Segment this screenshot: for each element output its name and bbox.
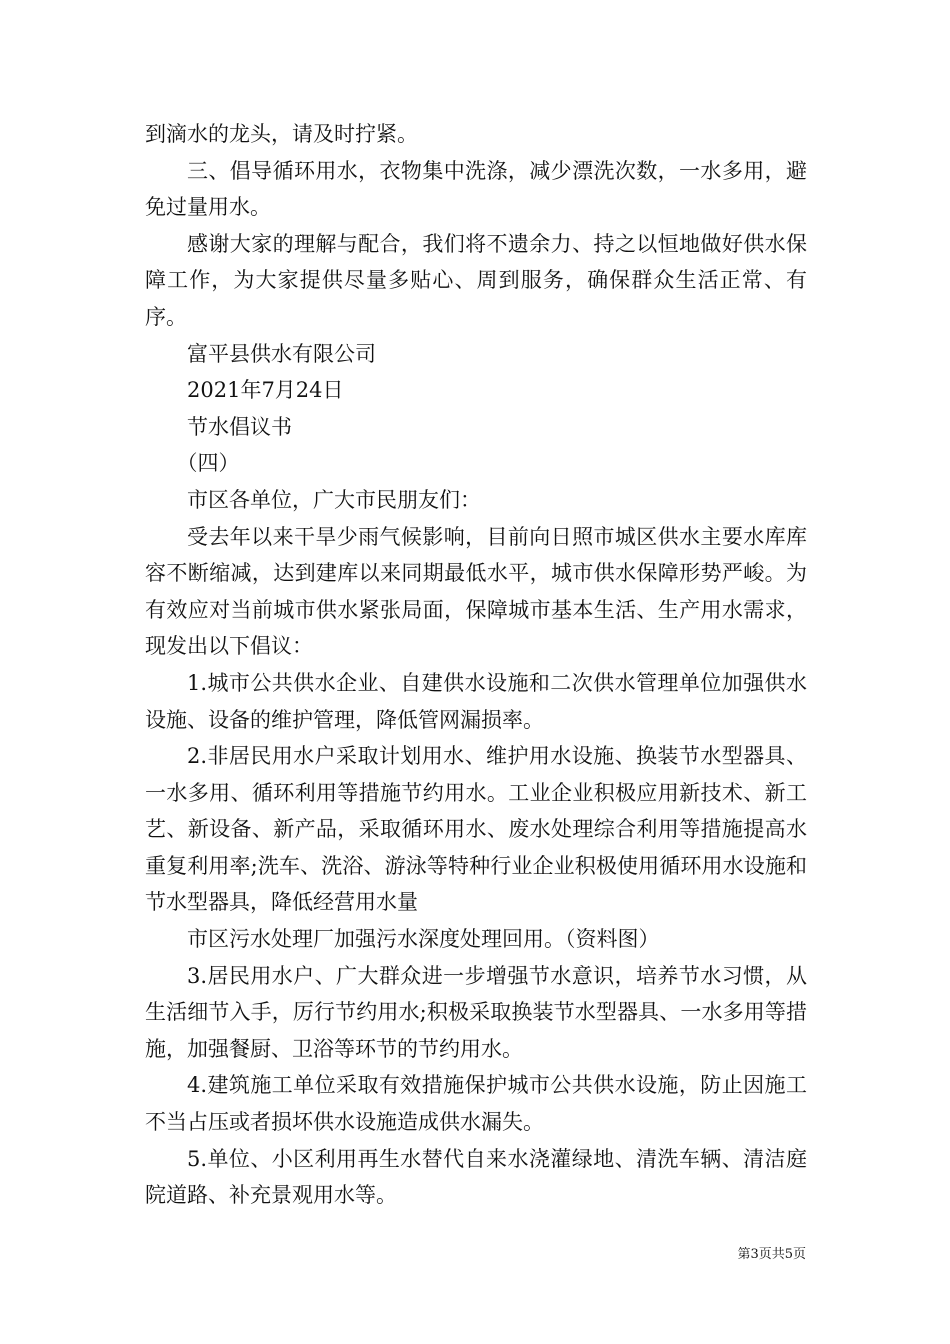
paragraph-thanks: 感谢大家的理解与配合，我们将不遗余力、持之以恒地做好供水保障工作，为大家提供尽量多贴心、周到服务，确保群众生活正常、有序。 bbox=[145, 231, 807, 329]
salutation: 市区各单位，广大市民朋友们： bbox=[187, 487, 481, 512]
section-number: （四） bbox=[176, 451, 240, 476]
section-title: 节水倡议书 bbox=[187, 414, 292, 439]
paragraph-item-5: 5.单位、小区利用再生水替代自来水浇灌绿地、清洗车辆、清洁庭院道路、补充景观用水等。 bbox=[145, 1146, 807, 1208]
document-body bbox=[145, 116, 807, 1214]
paragraph-item-three: 三、倡导循环用水，衣物集中洗涤，减少漂洗次数，一水多用，避免过量用水。 bbox=[145, 158, 807, 220]
signature-date: 2021年7月24日 bbox=[187, 378, 344, 403]
paragraph-item-2: 2.非居民用水户采取计划用水、维护用水设施、换装节水型器具、一水多用、循环利用等措施节约用水。工业企业积极应用新技术、新工艺、新设备、新产品，采取循环用水、废水处理综合利用等措施提高水重复利用率;洗车、洗浴、游泳等特种行业企业积极使用循环用水设施和节水型器具，降低经营用水量 bbox=[145, 744, 807, 915]
paragraph-intro: 受去年以来干旱少雨气候影响，目前向日照市城区供水主要水库库容不断缩减，达到建库以来同期最低水平，城市供水保障形势严峻。为有效应对当前城市供水紧张局面，保障城市基本生活、生产用水需求，现发出以下倡议： bbox=[145, 524, 807, 659]
paragraph-item-3: 3.居民用水户、广大群众进一步增强节水意识，培养节水习惯，从生活细节入手，厉行节约用水;积极采取换装节水型器具、一水多用等措施，加强餐厨、卫浴等环节的节约用水。 bbox=[145, 963, 807, 1061]
paragraph-continued: 到滴水的龙头，请及时拧紧。 bbox=[145, 122, 418, 146]
paragraph-image-caption: 市区污水处理厂加强污水深度处理回用。（资料图） bbox=[187, 927, 660, 952]
signature-company: 富平县供水有限公司 bbox=[187, 341, 376, 366]
paragraph-item-4: 4.建筑施工单位采取有效措施保护城市公共供水设施，防止因施工不当占压或者损坏供水设施造成供水漏失。 bbox=[145, 1073, 807, 1135]
page-number-footer: 第3页共5页 bbox=[737, 1247, 806, 1262]
paragraph-item-1: 1.城市公共供水企业、自建供水设施和二次供水管理单位加强供水设施、设备的维护管理，降低管网漏损率。 bbox=[145, 670, 807, 732]
